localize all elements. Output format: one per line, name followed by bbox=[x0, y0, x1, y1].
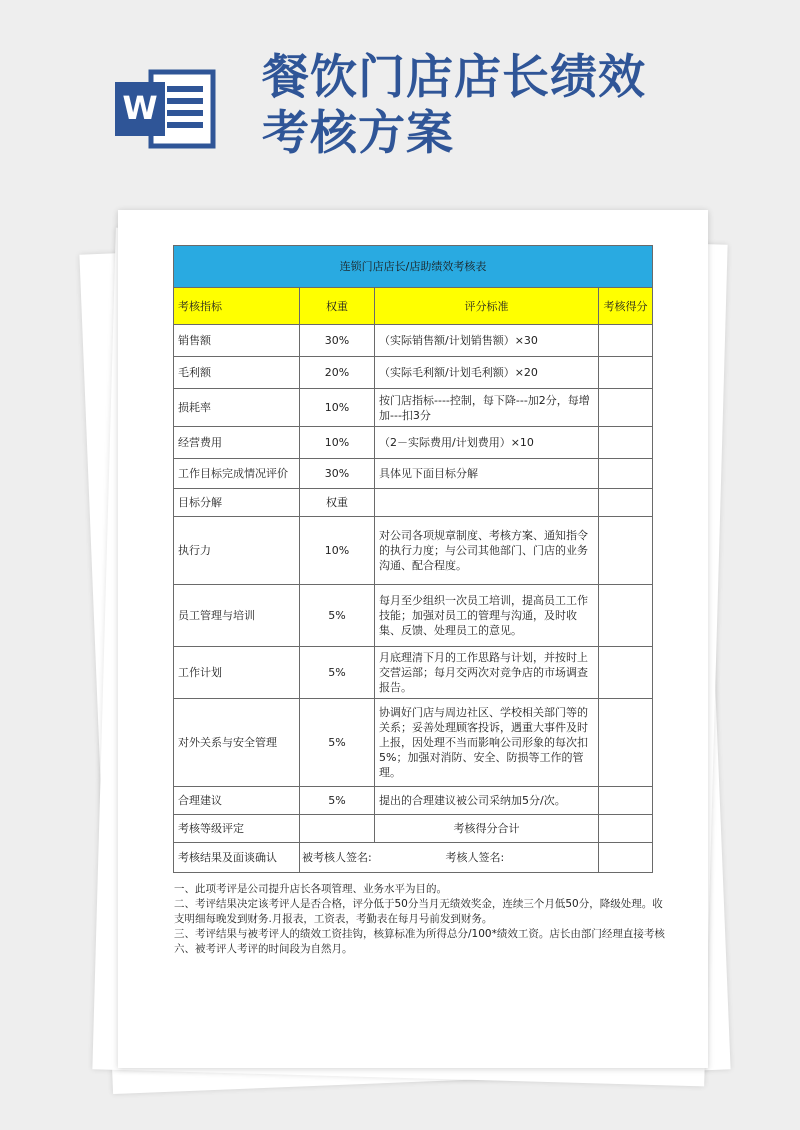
row-indicator: 员工管理与培训 bbox=[174, 585, 300, 647]
kpi-table bbox=[173, 245, 653, 873]
row-score bbox=[599, 517, 653, 585]
table-row bbox=[174, 787, 653, 815]
svg-text:W: W bbox=[122, 89, 158, 127]
row-criteria bbox=[375, 489, 599, 517]
row-weight: 5% bbox=[300, 585, 375, 647]
table-row bbox=[174, 389, 653, 427]
sign-row-label: 考核结果及面谈确认 bbox=[174, 843, 300, 873]
row-criteria: 对公司各项规章制度、考核方案、通知指令的执行力度；与公司其他部门、门店的业务沟通、配合程度。 bbox=[375, 517, 599, 585]
notes-section bbox=[174, 882, 669, 957]
row-score bbox=[599, 699, 653, 787]
row-weight: 5% bbox=[300, 699, 375, 787]
header-indicator: 考核指标 bbox=[174, 288, 300, 325]
table-row bbox=[174, 357, 653, 389]
row-weight: 10% bbox=[300, 389, 375, 427]
row-indicator: 毛利额 bbox=[174, 357, 300, 389]
note-item: 三、考评结果与被考评人的绩效工资挂钩，核算标准为所得总分/100*绩效工资。店长由部门经理直接考核 bbox=[174, 928, 665, 940]
grade-label: 考核等级评定 bbox=[174, 815, 300, 843]
row-indicator: 执行力 bbox=[174, 517, 300, 585]
row-weight: 5% bbox=[300, 787, 375, 815]
row-score bbox=[599, 325, 653, 357]
table-row bbox=[174, 585, 653, 647]
row-score bbox=[599, 427, 653, 459]
signature-cell bbox=[300, 843, 599, 873]
row-indicator: 对外关系与安全管理 bbox=[174, 699, 300, 787]
table-row bbox=[174, 459, 653, 489]
row-weight: 权重 bbox=[300, 489, 375, 517]
row-weight: 30% bbox=[300, 325, 375, 357]
row-indicator: 工作目标完成情况评价 bbox=[174, 459, 300, 489]
row-criteria: 具体见下面目标分解 bbox=[375, 459, 599, 489]
row-score bbox=[599, 647, 653, 699]
total-score-value bbox=[599, 815, 653, 843]
row-score bbox=[599, 357, 653, 389]
row-weight: 5% bbox=[300, 647, 375, 699]
row-criteria: （实际销售额/计划销售额）×30 bbox=[375, 325, 599, 357]
row-weight: 30% bbox=[300, 459, 375, 489]
header-criteria: 评分标准 bbox=[375, 288, 599, 325]
note-item: 六、被考评人考评的时间段为自然月。 bbox=[174, 943, 353, 955]
table-row bbox=[174, 489, 653, 517]
row-criteria: 协调好门店与周边社区、学校相关部门等的关系；妥善处理顾客投诉，遇重大事件及时上报，因处理不当而影响公司形象的每次扣5%；加强对消防、安全、防损等工作的管理。 bbox=[375, 699, 599, 787]
row-criteria: 按门店指标----控制，每下降---加2分，每增加---扣3分 bbox=[375, 389, 599, 427]
row-indicator: 目标分解 bbox=[174, 489, 300, 517]
table-title-row bbox=[174, 246, 653, 288]
note-item: 一、此项考评是公司提升店长各项管理、业务水平为目的。 bbox=[174, 883, 447, 895]
row-criteria: 月底理清下月的工作思路与计划，并按时上交营运部；每月交两次对竞争店的市场调查报告。 bbox=[375, 647, 599, 699]
sign-row bbox=[174, 843, 653, 873]
row-score bbox=[599, 459, 653, 489]
row-indicator: 工作计划 bbox=[174, 647, 300, 699]
document-title bbox=[262, 50, 646, 162]
row-weight: 20% bbox=[300, 357, 375, 389]
header-score: 考核得分 bbox=[599, 288, 653, 325]
table-row bbox=[174, 699, 653, 787]
row-indicator: 经营费用 bbox=[174, 427, 300, 459]
row-criteria: 每月至少组织一次员工培训，提高员工工作技能；加强对员工的管理与沟通，及时收集、反馈、处理员工的意见。 bbox=[375, 585, 599, 647]
grade-row bbox=[174, 815, 653, 843]
row-criteria: 提出的合理建议被公司采纳加5分/次。 bbox=[375, 787, 599, 815]
table-row bbox=[174, 517, 653, 585]
row-indicator: 合理建议 bbox=[174, 787, 300, 815]
row-weight: 10% bbox=[300, 517, 375, 585]
row-weight: 10% bbox=[300, 427, 375, 459]
grade-value bbox=[300, 815, 375, 843]
table-row bbox=[174, 427, 653, 459]
document-title-line-1: 餐饮门店店长绩效 bbox=[262, 50, 646, 105]
row-indicator: 损耗率 bbox=[174, 389, 300, 427]
row-score bbox=[599, 585, 653, 647]
table-title: 连锁门店店长/店助绩效考核表 bbox=[174, 246, 653, 288]
word-document-icon bbox=[113, 68, 217, 150]
document-title-line-2: 考核方案 bbox=[262, 106, 454, 161]
table-row bbox=[174, 647, 653, 699]
appraiser-signature-label: 考核人签名: bbox=[445, 851, 505, 864]
table-header-row bbox=[174, 288, 653, 325]
row-criteria: （实际毛利额/计划毛利额）×20 bbox=[375, 357, 599, 389]
document-page bbox=[118, 210, 708, 1068]
sign-row-score bbox=[599, 843, 653, 873]
appraisee-signature-label: 被考核人签名: bbox=[302, 851, 372, 864]
row-score bbox=[599, 787, 653, 815]
total-score-label: 考核得分合计 bbox=[375, 815, 599, 843]
row-indicator: 销售额 bbox=[174, 325, 300, 357]
row-score bbox=[599, 489, 653, 517]
row-score bbox=[599, 389, 653, 427]
header-weight: 权重 bbox=[300, 288, 375, 325]
row-criteria: （2－实际费用/计划费用）×10 bbox=[375, 427, 599, 459]
table-row bbox=[174, 325, 653, 357]
note-item: 二、考评结果决定该考评人是否合格，评分低于50分当月无绩效奖金，连续三个月低50分，降级处理。收支明细每晚发到财务.月报表，工资表，考勤表在每月号前发到财务。 bbox=[174, 898, 663, 925]
